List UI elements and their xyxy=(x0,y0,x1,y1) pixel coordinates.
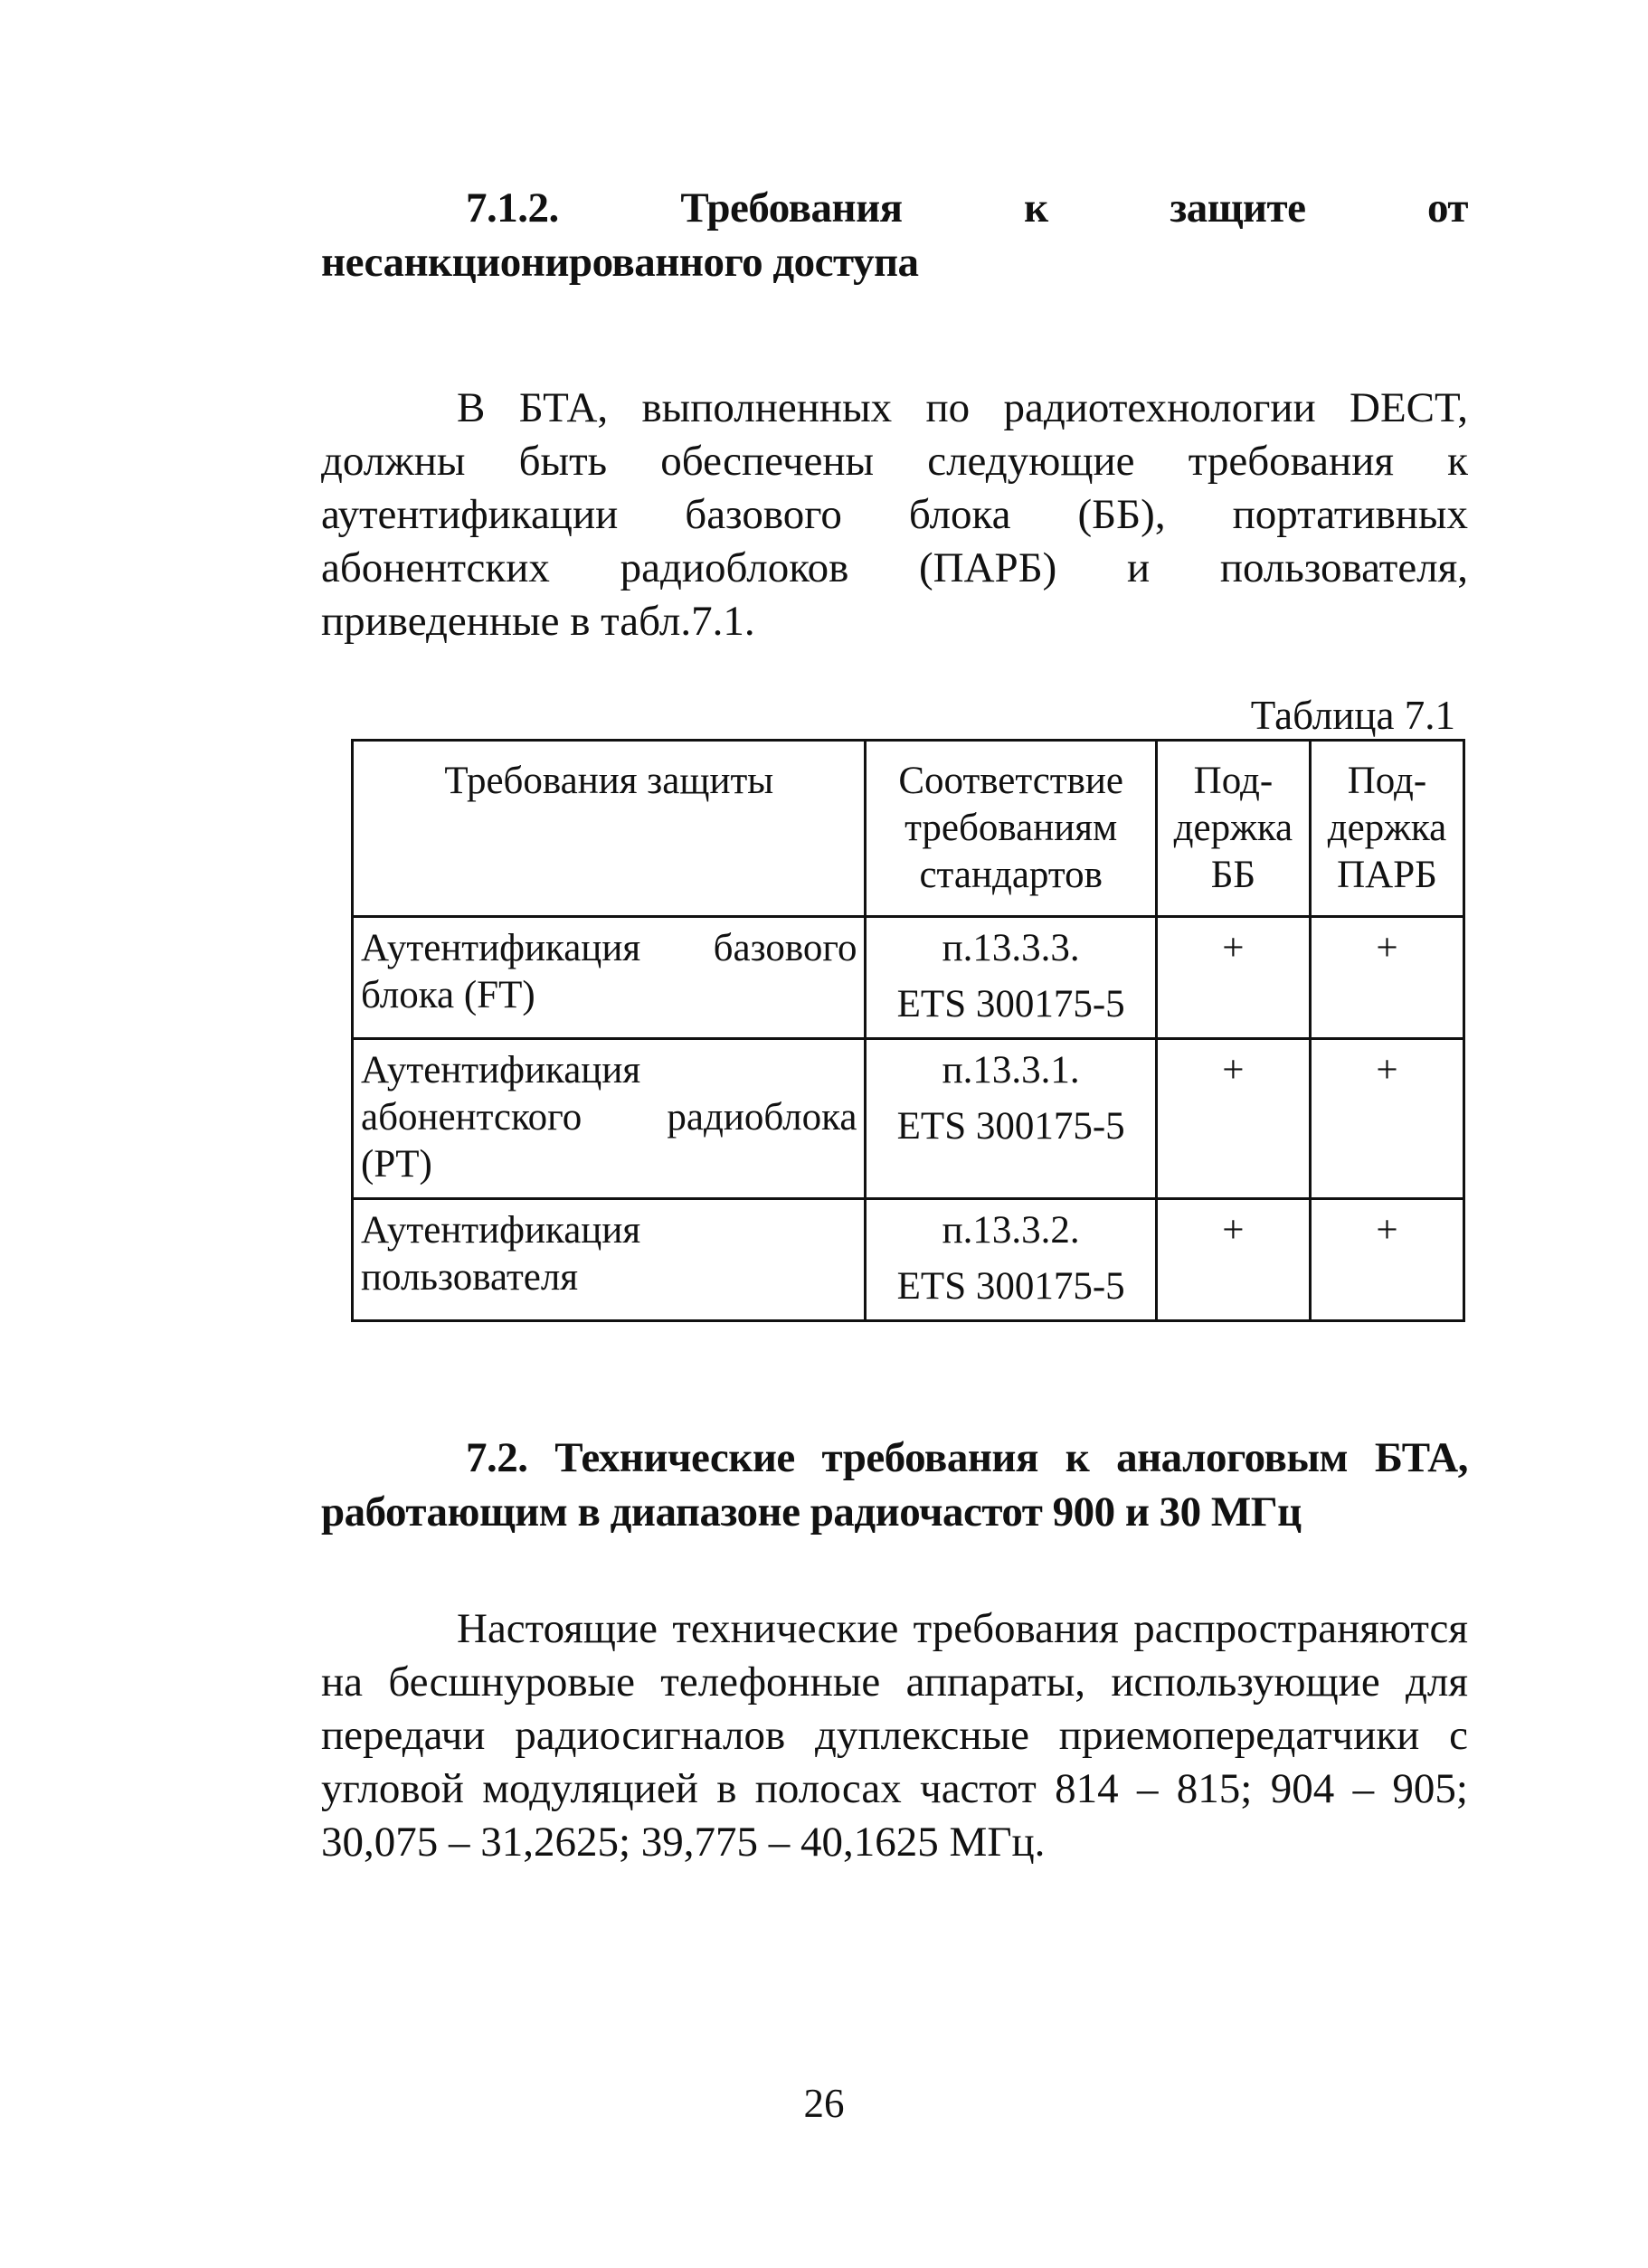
table-row xyxy=(353,1039,1464,1199)
row-requirement: Аутентификация абонентского радиоблока (PT) xyxy=(353,1039,866,1199)
security-requirements-table xyxy=(351,739,1465,1322)
row-standard xyxy=(866,1199,1156,1321)
row-bb-support: + xyxy=(1156,917,1310,1039)
row-requirement: Аутентификация базового блока (FT) xyxy=(353,917,866,1039)
technical-requirements-paragraph: Настоящие технические требования распространяются на бесшнуровые телефонные аппараты, использующие для передачи радиосигналов дуплексные приемопередатчики с угловой модуляцией в полосах частот 814 – 815; 904 – 905; 30,075 – 31,2625; 39,775 – 40,1625 МГц. xyxy=(321,1605,1468,1866)
row-standard xyxy=(866,917,1156,1039)
document-page xyxy=(321,181,1468,1869)
row-requirement: Аутентификация пользователя xyxy=(353,1199,866,1321)
page-number: 26 xyxy=(803,2081,845,2126)
row-standard-ref: ETS 300175-5 xyxy=(896,1105,1125,1148)
row-clause: п.13.3.1. xyxy=(942,1049,1080,1091)
row-parb-support: + xyxy=(1310,1039,1463,1199)
row-parb-support: + xyxy=(1310,917,1463,1039)
header-parb-support: Под-держка ПАРБ xyxy=(1310,741,1463,917)
table-row xyxy=(353,917,1464,1039)
row-standard-ref: ETS 300175-5 xyxy=(896,983,1125,1025)
row-bb-support: + xyxy=(1156,1039,1310,1199)
row-standard xyxy=(866,1039,1156,1199)
section-heading-7-1-2: 7.1.2. Требования к защите от несанкционированного доступа xyxy=(321,184,1468,286)
header-bb-support: Под-держка ББ xyxy=(1156,741,1310,917)
table-row xyxy=(353,1199,1464,1321)
table-header-row xyxy=(353,741,1464,917)
header-standard-compliance: Соответствие требованиям стандартов xyxy=(866,741,1156,917)
row-clause: п.13.3.3. xyxy=(942,927,1080,969)
intro-paragraph: В БТА, выполненных по радиотехнологии DECT, должны быть обеспечены следующие требования к аутентификации базового блока (ББ), портативных абонентских радиоблоков (ПАРБ) и пользователя, приведенные в табл.7.1. xyxy=(321,384,1468,645)
row-bb-support: + xyxy=(1156,1199,1310,1321)
row-parb-support: + xyxy=(1310,1199,1463,1321)
section-heading-7-2: 7.2. Технические требования к аналоговым БТА, работающим в диапазоне радиочастот 900 и 30 МГц xyxy=(321,1434,1468,1536)
row-clause: п.13.3.2. xyxy=(942,1209,1080,1252)
row-standard-ref: ETS 300175-5 xyxy=(896,1265,1125,1308)
header-requirement: Требования защиты xyxy=(353,741,866,917)
table-caption: Таблица 7.1 xyxy=(1250,693,1455,738)
